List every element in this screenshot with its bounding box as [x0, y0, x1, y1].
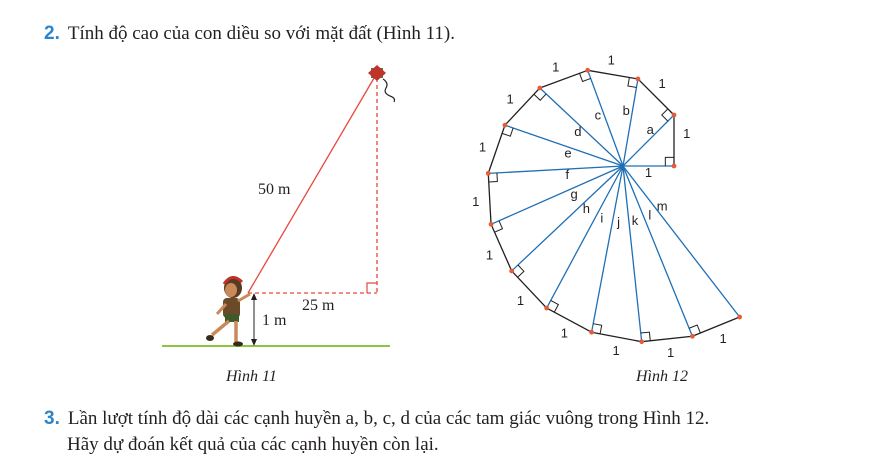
vertex-dot: [486, 171, 491, 176]
vertex-dot: [489, 222, 494, 227]
hypotenuse-label-h: h: [582, 200, 590, 216]
unit-label: 1: [612, 343, 620, 359]
hypotenuse-l: [623, 166, 692, 336]
unit-label: 1: [472, 194, 480, 210]
unit-edge: [638, 79, 674, 115]
figure-12: [472, 52, 742, 359]
unit-label: 1: [516, 292, 525, 308]
unit-label: 1: [644, 165, 653, 181]
unit-label: 1: [658, 76, 666, 92]
unit-label: 1: [506, 91, 514, 107]
hypotenuse-label-d: d: [574, 124, 582, 140]
arrow-head-up: [251, 293, 257, 300]
arrow-head-down: [251, 339, 257, 346]
hypotenuse-label-m: m: [656, 198, 668, 214]
vertex-dot: [544, 306, 549, 311]
unit-label: 1: [719, 331, 727, 347]
hypotenuse-label-l: l: [648, 207, 652, 223]
unit-edge: [692, 317, 739, 336]
unit-edge: [491, 224, 512, 271]
hypotenuse-label-f: f: [565, 167, 570, 183]
unit-edge: [642, 336, 693, 341]
right-angle-marker: [367, 283, 377, 293]
hypotenuse-m: [623, 166, 740, 317]
right-angle-marker: [518, 265, 524, 277]
unit-label: 1: [552, 59, 560, 75]
unit-edge: [488, 125, 505, 173]
right-angle-marker: [662, 109, 668, 121]
question-number: 2.: [44, 23, 60, 44]
vertex-dot: [509, 269, 514, 274]
unit-label: 1: [478, 139, 487, 155]
vertex-dot: [690, 334, 695, 339]
vertex-dot: [503, 123, 508, 128]
unit-edge: [588, 70, 638, 79]
unit-edge: [592, 332, 642, 341]
hypotenuse-label-i: i: [600, 210, 604, 226]
vertex-dot: [737, 315, 742, 320]
question-text: Tính độ cao của con diều so với mặt đất (Hình 11).: [67, 23, 455, 44]
unit-label: 1: [560, 325, 569, 341]
string-length-label: 50 m: [258, 181, 291, 198]
question-number: 3.: [44, 408, 60, 429]
child-figure: [206, 277, 250, 346]
vertex-dot: [672, 164, 677, 169]
unit-label: 1: [485, 247, 494, 263]
vertex-dot: [589, 330, 594, 335]
unit-label: 1: [683, 126, 691, 142]
hypotenuse-label-e: e: [564, 145, 572, 161]
hypotenuse-label-c: c: [594, 107, 602, 123]
hypotenuse-label-j: j: [617, 214, 621, 230]
vertex-dot: [672, 113, 677, 118]
hypotenuse-label-g: g: [570, 186, 578, 202]
hypotenuse-label-b: b: [622, 102, 630, 118]
unit-label: 1: [607, 52, 615, 68]
hypotenuse-i: [547, 166, 623, 308]
vertex-dot: [537, 86, 542, 91]
vertex-dot: [636, 77, 641, 82]
question-text-line-2: Hãy dự đoán kết quả của các cạnh huyền còn lại.: [67, 434, 439, 455]
height-label: 1 m: [262, 312, 287, 329]
hypotenuse-k: [623, 166, 642, 342]
unit-edge: [488, 173, 491, 224]
hypotenuse-f: [488, 166, 623, 173]
figure-11-caption: Hình 11: [226, 368, 277, 385]
ground-distance-label: 25 m: [302, 297, 335, 314]
unit-edge: [547, 308, 592, 332]
vertex-dot: [585, 68, 590, 73]
hypotenuse-label-a: a: [646, 122, 654, 138]
hypotenuse-label-k: k: [631, 213, 639, 229]
kite-icon: [368, 65, 395, 102]
question-text-line-1: Lần lượt tính độ dài các cạnh huyền a, b, c, d của các tam giác vuông trong Hình 12.: [67, 408, 710, 429]
right-angle-marker: [534, 94, 546, 100]
vertex-dot: [639, 339, 644, 344]
hypotenuse-c: [588, 70, 623, 166]
question-3: [44, 406, 884, 458]
figure-12-caption: Hình 12: [636, 368, 688, 385]
figure-11: [162, 65, 395, 385]
unit-label: 1: [666, 344, 675, 360]
unit-edge: [540, 70, 588, 88]
